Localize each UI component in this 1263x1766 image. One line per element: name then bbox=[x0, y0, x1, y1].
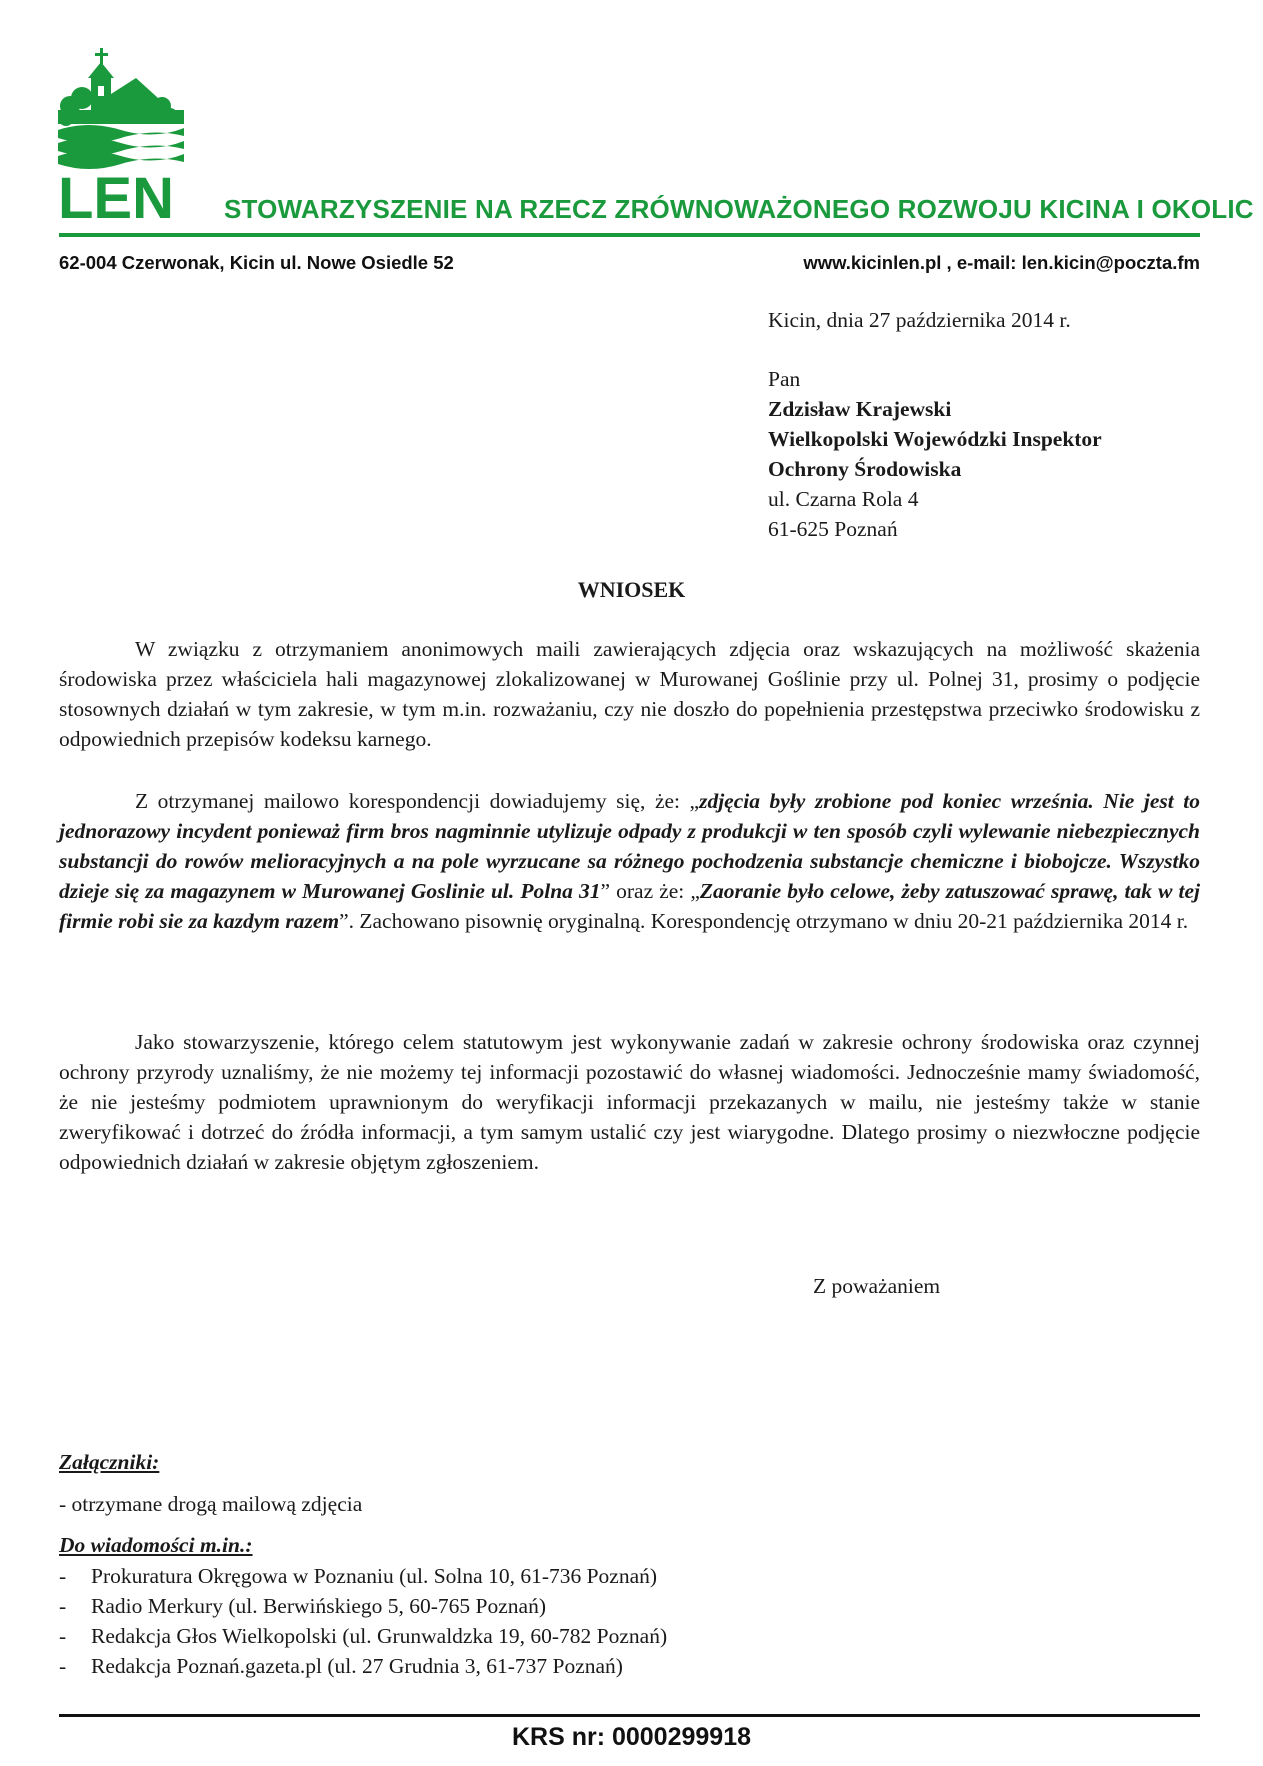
paragraph-2-intro: Z otrzymanej mailowo korespondencji dowiadujemy się, że: „ bbox=[135, 789, 700, 813]
paragraph-2-outro: ”. Zachowano pisownię oryginalną. Korespondencję otrzymano w dniu 20-21 października 2014 r. bbox=[339, 909, 1189, 933]
attachments-heading: Załączniki: bbox=[59, 1450, 160, 1474]
len-logo-graphic bbox=[58, 48, 184, 220]
email-quote-1: zdjęcia były zrobione pod koniec września. Nie jest to jednorazowy incydent ponieważ firm bros nagminnie utylizuje odpady z produkcji w ten sposób czyli wylewanie niebezpiecznych substancji do rowów melioracyjnych a na pole wyrzucane sa różnego pochodzenia substancje chemiczne i biobojcze. Wszystko dzieje się za magazynem w Murowanej Goslinie ul. Polna 31 bbox=[59, 789, 1200, 903]
recipient-title-line2: Ochrony Środowiska bbox=[768, 457, 962, 481]
body-paragraph-1: W związku z otrzymaniem anonimowych maili zawierających zdjęcia oraz wskazujących na możliwość skażenia środowiska przez właściciela hali magazynowej zlokalizowanej w Murowanej Goślinie przy ul. Polnej 31, prosimy o podjęcie stosownych działań w tym zakresie, w tym m.in. rozważaniu, czy nie doszło do popełnienia przestępstwa przeciwko środowisku z odpowiednich przepisów kodeksu karnego. bbox=[59, 637, 1200, 751]
organization-name: STOWARZYSZENIE NA RZECZ ZRÓWNOWAŻONEGO ROZWOJU KICINA I OKOLIC bbox=[224, 194, 1254, 224]
logo-text: LEN bbox=[58, 166, 174, 220]
recipient-name: Zdzisław Krajewski bbox=[768, 397, 952, 421]
closing-phrase: Z poważaniem bbox=[813, 1274, 941, 1298]
email-quote-2: Zaoranie było celowe, żeby zatuszować sprawę, tak w tej firmie robi sie za kazdym razem bbox=[59, 879, 1201, 933]
organization-contact: www.kicinlen.pl , e-mail: len.kicin@poczta.fm bbox=[803, 252, 1200, 273]
footer-divider bbox=[59, 1714, 1200, 1717]
body-paragraph-3: Jako stowarzyszenie, którego celem statutowym jest wykonywanie zadań w zakresie ochrony środowiska oraz czynnej ochrony przyrody uznaliśmy, że nie możemy tej informacji pozostawić do własnej wiadomości. Jednocześnie mamy świadomość, że nie jesteśmy podmiotem uprawnionym do weryfikacji informacji przekazanych w mailu, nie jesteśmy także w stanie zweryfikować i dotrzeć do źródła informacji, a tym samym ustalić czy jest wiarygodne. Dlatego prosimy o niezwłoczne podjęcie odpowiednich działań w zakresie objętym zgłoszeniem. bbox=[59, 1030, 1200, 1174]
recipient-street: ul. Czarna Rola 4 bbox=[768, 487, 919, 511]
organization-logo bbox=[58, 48, 184, 220]
distribution-heading: Do wiadomości m.in.: bbox=[59, 1533, 253, 1557]
recipient-title-line1: Wielkopolski Wojewódzki Inspektor bbox=[768, 427, 1102, 451]
recipient-city: 61-625 Poznań bbox=[768, 517, 898, 541]
krs-number: KRS nr: 0000299918 bbox=[511, 1723, 752, 1751]
recipient-salutation: Pan bbox=[768, 367, 801, 391]
header-divider bbox=[59, 233, 1200, 237]
organization-address: 62-004 Czerwonak, Kicin ul. Nowe Osiedle 52 bbox=[59, 252, 454, 273]
document-title: WNIOSEK bbox=[577, 577, 686, 602]
paragraph-2-middle: ” oraz że: „ bbox=[600, 879, 700, 903]
letter-date: Kicin, dnia 27 października 2014 r. bbox=[768, 308, 1071, 332]
body-paragraph-2 bbox=[59, 786, 1200, 936]
recipient-block bbox=[768, 364, 1102, 544]
attachment-item: - otrzymane drogą mailową zdjęcia bbox=[59, 1492, 363, 1516]
